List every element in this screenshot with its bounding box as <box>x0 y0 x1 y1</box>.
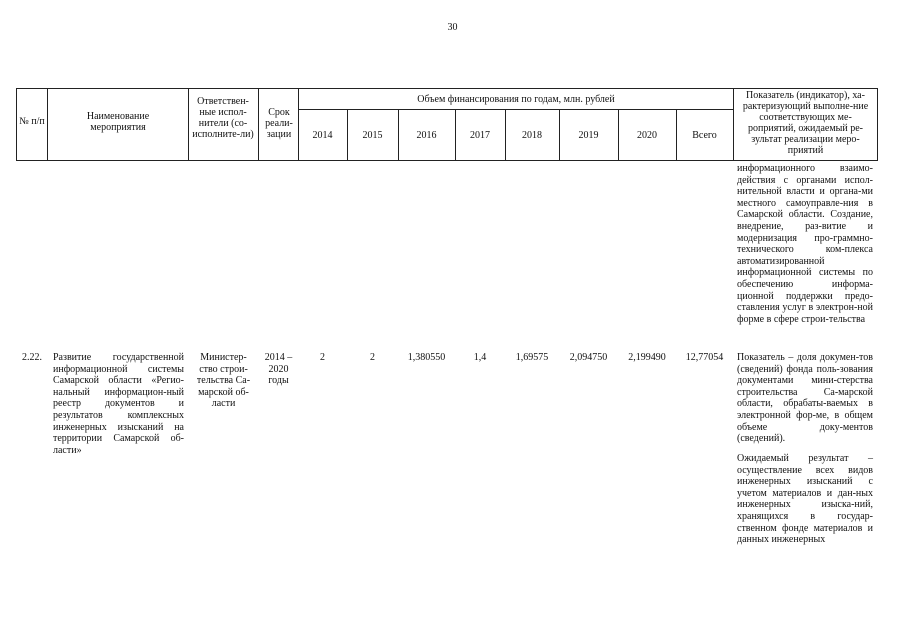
header-total: Всего <box>692 130 717 141</box>
header-year-2018: 2018 <box>522 130 542 141</box>
header-year-2019: 2019 <box>578 130 599 141</box>
table-left-border <box>16 88 17 161</box>
header-year-2014: 2014 <box>312 130 333 141</box>
header-funding-title: Объем финансирования по годам, млн. рублей <box>417 94 615 105</box>
row-value-2017: 1,4 <box>473 352 487 363</box>
row-value-total: 12,77054 <box>685 352 724 363</box>
header-name: Наименование мероприятия <box>86 111 150 133</box>
table-top-border <box>16 88 878 89</box>
header-indicator: Показатель (индикатор), ха-рактеризующий выполне-ние соответствующих ме-роприятий, ожидаемый ре-зультат реализации меро-приятий <box>742 90 869 156</box>
header-year-2020: 2020 <box>637 130 657 141</box>
row-number: 2.22. <box>22 352 42 363</box>
header-period: Срок реали-зации <box>265 107 293 140</box>
header-responsible: Ответствен-ные испол-нители (со-исполните-ли) <box>192 96 254 140</box>
row-indicator: Показатель – доля докумен-тов (сведений) фонда поль-зования документами мини-стерства строительства Са-марской области, обрабаты-ваемых в электронной фор-ме, в общем объеме доку-ментов (сведений). <box>737 352 873 445</box>
col-divider-name <box>47 88 48 161</box>
header-year-2015: 2015 <box>362 130 383 141</box>
header-number: № п/п <box>19 116 45 127</box>
col-divider-indicator <box>733 88 734 161</box>
row-name: Развитие государственной информационной системы Самарской области «Регио-нальный информацион-ный реестр документов и результатов комплексных инженерных изысканий на территории Самарской об-ласти» <box>53 352 184 456</box>
header-year-2016: 2016 <box>416 130 437 141</box>
row-value-2019: 2,094750 <box>569 352 608 363</box>
page-number: 30 <box>447 22 458 33</box>
header-bottom-border <box>16 160 878 161</box>
row-value-2015: 2 <box>370 352 375 363</box>
col-divider-responsible <box>188 88 189 161</box>
col-divider-funding <box>298 88 299 161</box>
col-divider-period <box>258 88 259 161</box>
row-value-2014: 2 <box>320 352 325 363</box>
header-year-2017: 2017 <box>470 130 490 141</box>
continuation-indicator-text: информационного взаимо-действия с органами испол-нительной власти и органа-ми местного самоуправле-ния в Самарской области. Создание, внедрение, раз-витие и модернизация про-граммно-технического ком-плекса автоматизированной информационной системы по обеспечению информа-ционной поддержки предо-ставления услуг в электрон-ной форме в сфере строи-тельства <box>737 163 873 325</box>
row-value-2020: 2,199490 <box>628 352 666 363</box>
row-period: 2014 – 2020 годы <box>264 352 293 387</box>
funding-subheader-line <box>298 109 734 110</box>
table-right-border <box>877 88 878 161</box>
row-value-2016: 1,380550 <box>407 352 446 363</box>
row-expected-result: Ожидаемый результат – осуществление всех видов инженерных изысканий с учетом материалов и дан-ных инженерных изыска-ний, хранящихся в государ-ственном фонде материалов и данных инженерных <box>737 453 873 546</box>
row-responsible: Министер-ство строи-тельства Са-марской об-ласти <box>196 352 251 410</box>
row-value-2018: 1,69575 <box>515 352 549 363</box>
